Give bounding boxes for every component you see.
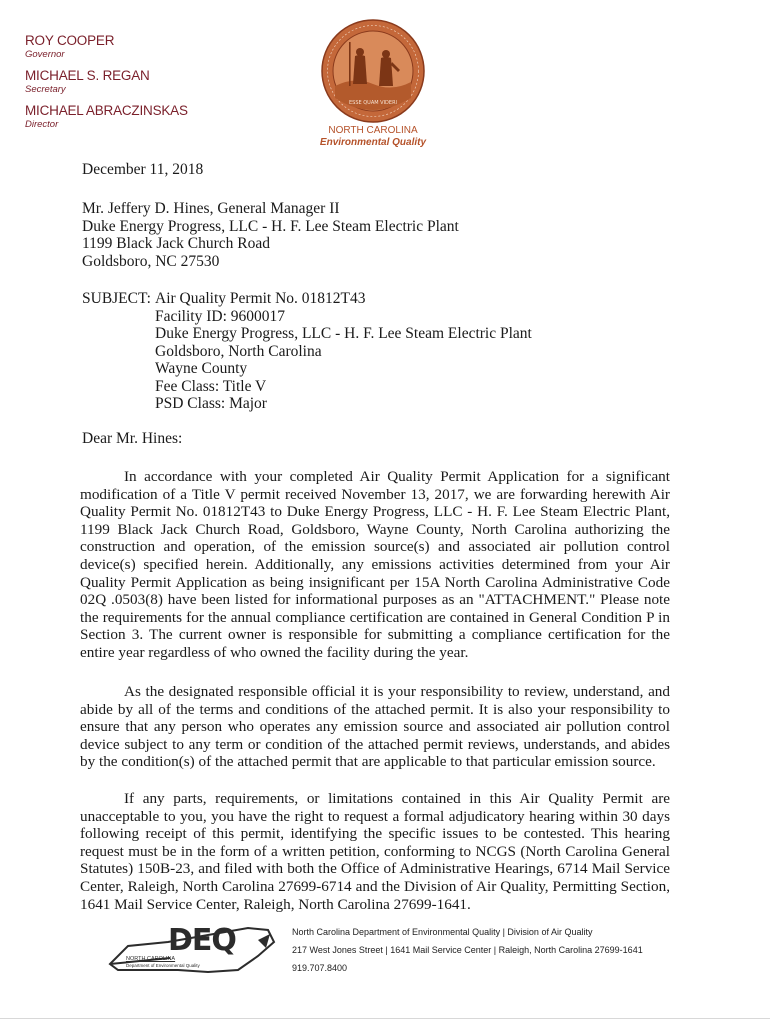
deq-logo: [108, 920, 276, 976]
recipient-city: Goldsboro, NC 27530: [82, 252, 220, 270]
footer-line-phone: 919.707.8400: [292, 963, 348, 973]
official-title: Director: [25, 119, 59, 130]
subject-location: Goldsboro, North Carolina: [155, 342, 322, 360]
subject-permit-no: Air Quality Permit No. 01812T43: [155, 290, 366, 307]
subject-label: SUBJECT:: [82, 290, 151, 307]
agency-name: NORTH CAROLINA: [328, 125, 418, 136]
paragraph-text: As the designated responsible official it is your responsibility to review, understand, and abide by all of the terms and conditions of the attached permit. It is also your responsibility to ensure that any person who operates any emission source and associated air pollution control device subject to any term or condition of the attached permit reviews, understands, and abides by the condition(s) of the attached permit that are applicable to that particular emission source.: [80, 683, 670, 771]
recipient-street: 1199 Black Jack Church Road: [82, 235, 270, 252]
official-secretary: [25, 68, 275, 95]
deq-logo-text: DEQ: [168, 923, 236, 958]
recipient-address: [82, 200, 459, 270]
subject-facility-name: Duke Energy Progress, LLC - H. F. Lee Steam Electric Plant: [155, 325, 532, 342]
seal-graphic: [320, 18, 426, 124]
footer-address: [292, 926, 643, 974]
body-paragraph-2: [80, 683, 670, 771]
paragraph-text: If any parts, requirements, or limitations contained in this Air Quality Permit are unacceptable to you, you have the right to request a formal adjudicatory hearing within 30 days following receipt of this permit, identifying the specific issues to be contested. This hearing request must be in the form of a written petition, conforming to NCGS (North Carolina General Statutes) 150B-23, and filed with both the Office of Administrative Hearings, 6714 Mail Service Center, Raleigh, North Carolina 27699-6714 and the Division of Air Quality, Permitting Section, 1641 Mail Service Center, Raleigh, North Carolina 27699-1641.: [80, 790, 670, 913]
official-director: [25, 103, 275, 130]
recipient-company: Duke Energy Progress, LLC - H. F. Lee Steam Electric Plant: [82, 217, 459, 235]
official-name: MICHAEL S. REGAN: [25, 68, 150, 83]
agency-subtitle: Environmental Quality: [319, 137, 427, 148]
page-bottom-rule: [0, 1018, 770, 1019]
svg-text:ESSE QUAM VIDERI: ESSE QUAM VIDERI: [348, 100, 398, 106]
salutation: Dear Mr. Hines:: [82, 430, 183, 447]
deq-logo-sub1: NORTH CAROLINA: [126, 956, 176, 962]
state-seal: [320, 18, 426, 124]
subject-details: [155, 290, 532, 413]
official-governor: [25, 33, 275, 60]
body-paragraph-1: [80, 468, 670, 662]
recipient-name: Mr. Jeffery D. Hines, General Manager II: [82, 200, 340, 217]
letter-date: December 11, 2018: [82, 161, 204, 178]
paragraph-text: In accordance with your completed Air Quality Permit Application for a significant modification of a Title V permit received November 13, 2017, we are forwarding herewith Air Quality Permit No. 01812T43 to Duke Energy Progress, LLC - H. F. Lee Steam Electric Plant, 1199 Black Jack Church Road, Goldsboro, Wayne County, North Carolina authorizing the construction and operation, of the emission source(s) and associated air pollution control device(s) specified herein. Additionally, any emissions activities determined from your Air Quality Permit Application as being insignificant per 15A North Carolina Administrative Code 02Q .0503(8) have been listed for informational purposes as an "ATTACHMENT." Please note the requirements for the annual compliance certification are contained in General Condition P in Section 3. The current owner is responsible for submitting a compliance certification for the entire year regardless of who owned the facility during the year.: [80, 468, 670, 661]
footer-line-department: North Carolina Department of Environmental Quality | Division of Air Quality: [292, 927, 593, 937]
body-paragraph-3: [80, 790, 670, 913]
subject-psd-class: PSD Class: Major: [155, 395, 267, 412]
officials-block: [25, 33, 275, 130]
subject-facility-id: Facility ID: 9600017: [155, 307, 286, 325]
official-title: Governor: [25, 49, 65, 60]
subject-fee-class: Fee Class: Title V: [155, 377, 267, 395]
deq-logo-sub2: Department of Environmental Quality: [126, 963, 200, 968]
official-title: Secretary: [25, 84, 66, 95]
subject-county: Wayne County: [155, 360, 248, 377]
official-name: MICHAEL ABRACZINSKAS: [25, 103, 188, 118]
official-name: ROY COOPER: [25, 33, 115, 48]
footer-line-address: 217 West Jones Street | 1641 Mail Service Center | Raleigh, North Carolina 27699-1641: [292, 945, 643, 955]
